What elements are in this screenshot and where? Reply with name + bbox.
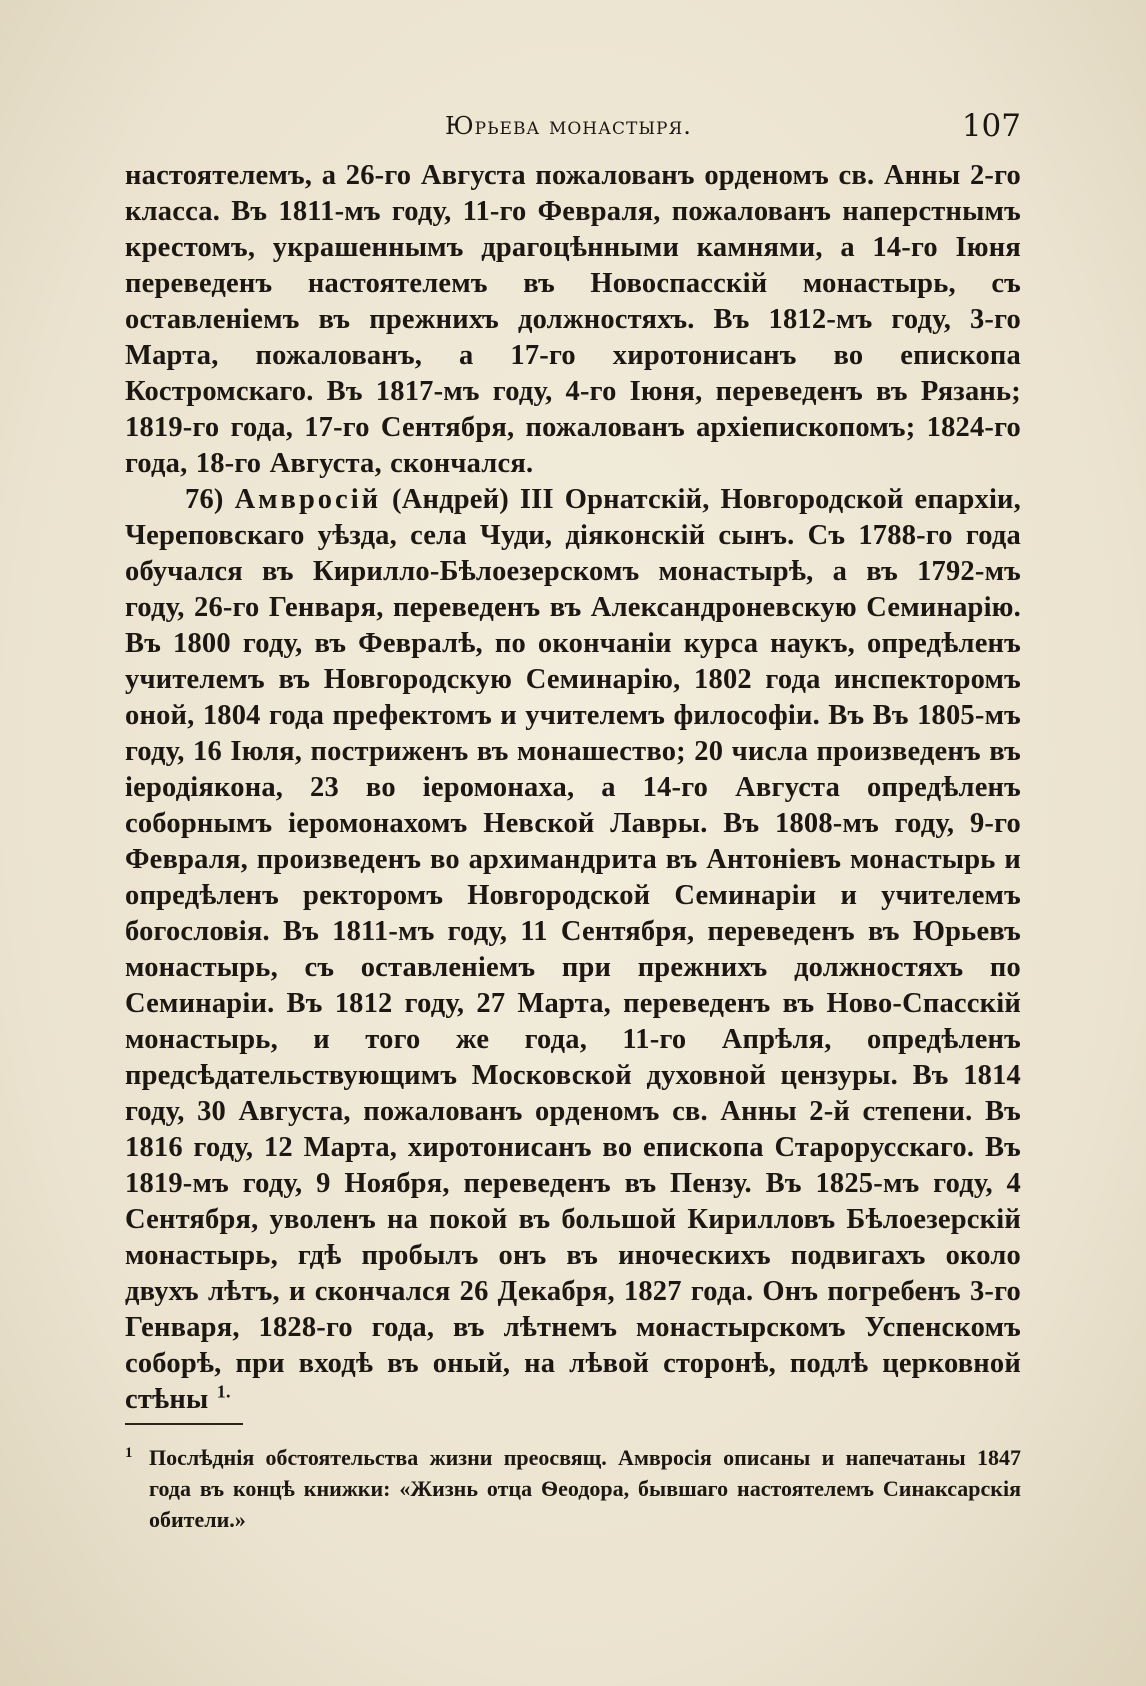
footnote <box>125 1442 1021 1535</box>
entry-name: Амвросій <box>234 484 382 515</box>
main-text <box>125 158 1021 1418</box>
footnote-mark: 1 <box>125 1445 133 1461</box>
entry-text: (Андрей) III Орнатскій, Новгородской епархіи, Череповскаго уѣзда, села Чуди, діяконскій сынъ. Съ 1788-го года обучался въ Кирилло-Бѣлоезерскомъ монастырѣ, а въ 1792-мъ году, 26-го Генваря, переведенъ въ Александроневскую Семинарію. Въ 1800 году, въ Февралѣ, по окончаніи курса наукъ, опредѣленъ учителемъ въ Новгородскую Семинарію, 1802 года инспекторомъ оной, 1804 года префектомъ и учителемъ философіи. Въ Въ 1805-мъ году, 16 Іюля, постриженъ въ монашество; 20 числа произведенъ въ іеродіякона, 23 во іеромонаха, а 14-го Августа опредѣленъ соборнымъ іеромонахомъ Невской Лавры. Въ 1808-мъ году, 9-го Февраля, произведенъ во архимандрита въ Антоніевъ монастырь и опредѣленъ ректоромъ Новгородской Семинаріи и учителемъ богословія. Въ 1811-мъ году, 11 Сентября, переведенъ въ Юрьевъ монастырь, съ оставленіемъ при прежнихъ должностяхъ по Семинаріи. Въ 1812 году, 27 Марта, переведенъ въ Ново-Спасскій монастырь, и того же года, 11-го Апрѣля, опредѣленъ предсѣдательствующимъ Московской духовной цензуры. Въ 1814 году, 30 Августа, пожалованъ орденомъ св. Анны 2-й степени. Въ 1816 году, 12 Марта, хиротонисанъ во епископа Старорусскаго. Въ 1819-мъ году, 9 Ноября, переведенъ въ Пензу. Въ 1825-мъ году, 4 Сентября, уволенъ на покой въ большой Кирилловъ Бѣлоезерскій монастырь, гдѣ пробылъ онъ въ иноческихъ подвигахъ около двухъ лѣтъ, и скончался 26 Декабря, 1827 года. Онъ погребенъ 3-го Генваря, 1828-го года, въ лѣтнемъ монастырскомъ Успенскомъ соборѣ, при входѣ въ оный, на лѣвой сторонѣ, подлѣ церковной стѣны <box>125 484 1022 1415</box>
entry-number: 76) <box>185 484 224 515</box>
footnote-text: Послѣднія обстоятельства жизни преосвящ. Амвросія описаны и напечатаны 1847 года въ концѣ книжки: «Жизнь отца Ѳеодора, бывшаго настоятелемъ Синаксарскія обители.» <box>149 1445 1021 1532</box>
page-number: 107 <box>961 108 1021 144</box>
footnote-reference[interactable]: 1. <box>216 1381 231 1402</box>
running-head: Юрьева монастыря. <box>445 112 692 140</box>
paragraph-entry-76 <box>125 482 1021 1418</box>
footnote-divider <box>125 1423 243 1425</box>
paragraph-continuation: настоятелемъ, а 26-го Августа пожалованъ орденомъ св. Анны 2-го класса. Въ 1811-мъ году, 11-го Февраля, пожалованъ наперстнымъ крестомъ, украшеннымъ драгоцѣнными камнями, а 14-го Іюня переведенъ настоятелемъ въ Новоспасскій монастырь, съ оставленіемъ въ прежнихъ должностяхъ. Въ 1812-мъ году, 3-го Марта, пожалованъ, а 17-го хиротонисанъ во епископа Костромскаго. Въ 1817-мъ году, 4-го Іюня, переведенъ въ Рязань; 1819-го года, 17-го Сентября, пожалованъ архіепископомъ; 1824-го года, 18-го Августа, скончался. <box>125 160 1021 479</box>
page-header <box>125 108 1021 148</box>
